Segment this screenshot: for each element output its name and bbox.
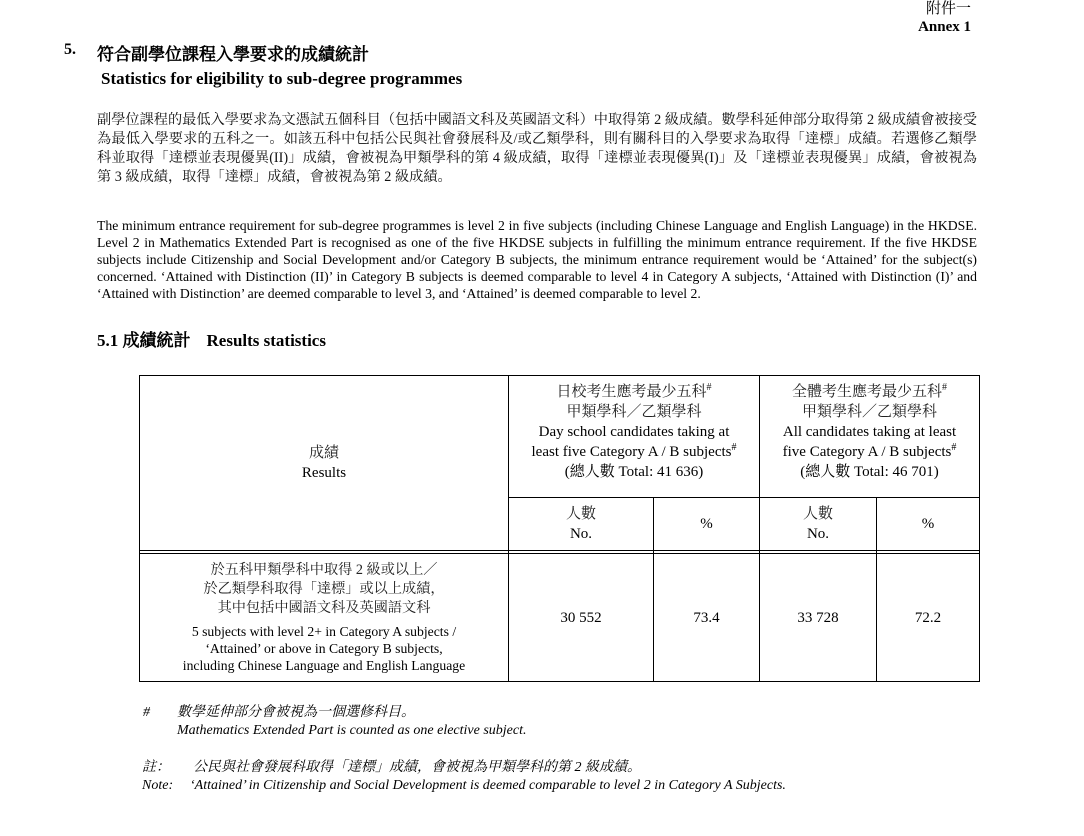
note-en: ‘Attained’ in Citizenship and Social Development is deemed comparable to level 2 in Category A Subjects. (190, 778, 786, 793)
note-label-zh: 註： (142, 760, 170, 775)
day-school-line3: Day school candidates taking at (538, 424, 730, 440)
header-results-en: Results (301, 465, 347, 481)
day-school-line2: 甲類學科／乙類學科 (566, 404, 702, 420)
all-line1: 全體考生應考最少五科 (791, 384, 942, 400)
day-school-line4: least five Category A / B subjects (531, 444, 732, 460)
day-school-total: (總人數 Total: 41 636) (564, 464, 704, 480)
hash-mark: # (942, 382, 947, 393)
footnote-hash-zh: 數學延伸部分會被視為一個選修科目。 (177, 705, 415, 720)
all-line3: All candidates taking at least (782, 424, 957, 440)
results-table (139, 375, 980, 682)
table-row-label: 於五科甲類學科中取得 2 級或以上／ 於乙類學科取得「達標」或以上成績， 其中包括中國語文科及英國語文科 5 subjects with level 2+ in Category A subjects / ‘Attained’ or above in Category B subjects, including Chinese Language and English Language (182, 562, 466, 673)
subsection-title-en: Results statistics (206, 331, 326, 350)
cell-day-no: 30 552 (560, 609, 602, 626)
note-zh: 公民與社會發展科取得「達標」成績，會被視為甲類學科的第 2 級成績。 (193, 760, 641, 775)
header-results-zh: 成績 (308, 445, 339, 461)
hash-mark: # (706, 382, 712, 393)
header-day-school (509, 382, 759, 498)
paragraph-zh: 副學位課程的最低入學要求為文憑試五個科目（包括中國語文科及英國語文科）中取得第 2 級成績。數學科延伸部分取得第 2 級成績會被接受為最低入學要求的五科之一。如該五科中包括公民與社會發展科及/或乙類學科，則有關科目的入學要求為取得「達標」成績。若選修乙類學科並取得「達標並表現優異(II)」成績，會被視為甲類學科的第 4 級成績，取得「達標並表現優異(I)」及「達標並表現優異」成績，會被視為第 3 級成績，取得「達標」成績，會被視為第 2 級成績。 (97, 112, 977, 185)
cell-day-percent: 73.4 (693, 609, 720, 626)
annex-label-en: Annex 1 (918, 19, 971, 35)
subheader-day-percent: % (700, 516, 713, 532)
note-label-en: Note: (142, 778, 174, 793)
footnote-hash-en: Mathematics Extended Part is counted as one elective subject. (177, 723, 527, 738)
section-number: 5. (64, 41, 76, 58)
cell-all-no: 33 728 (797, 609, 839, 626)
annex-label-zh: 附件一 (925, 1, 971, 17)
subheader-day-no: 人數 No. (565, 506, 596, 542)
header-all-candidates (760, 382, 979, 498)
hash-mark: # (951, 442, 957, 453)
subheader-all-no: 人數 No. (802, 506, 833, 542)
subsection-title-zh: 成績統計 (122, 331, 191, 350)
paragraph-en: The minimum entrance requirement for sub-degree programmes is level 2 in five subjects (including Chinese Language and English Language) in the HKDSE. Level 2 in Mathematics Extended Part is recognised as one of the five HKDSE subjects in fulfilling the minimum entrance requirement. If the five HKDSE subjects include Citizenship and Social Development and/or Category B subjects, the minimum entrance requirement would be ‘Attained’ for the subject(s) concerned. ‘Attained with Distinction (II)’ in Category B subjects is deemed comparable to level 4 in Category A subjects, ‘Attained with Distinction (I)’ and ‘Attained with Distinction’ are deemed comparable to level 3, and ‘Attained’ is deemed comparable to level 2. (97, 218, 977, 301)
cell-all-percent: 72.2 (914, 609, 942, 626)
all-total: (總人數 Total: 46 701) (800, 464, 939, 480)
annex-label (918, 0, 971, 36)
hash-mark: # (731, 442, 737, 453)
section-title-zh: 符合副學位課程入學要求的成績統計 (97, 45, 369, 64)
all-line4: five Category A / B subjects (782, 444, 952, 460)
subsection-title (97, 326, 326, 351)
header-results (140, 376, 508, 550)
section-title-en: Statistics for eligibility to sub-degree programmes (101, 69, 463, 88)
day-school-line1: 日校考生應考最少五科 (556, 384, 707, 400)
subsection-number: 5.1 (97, 331, 119, 350)
all-line2: 甲類學科／乙類學科 (801, 404, 937, 420)
footnote-hash-symbol: # (143, 705, 150, 720)
subheader-all-percent: % (921, 516, 935, 532)
